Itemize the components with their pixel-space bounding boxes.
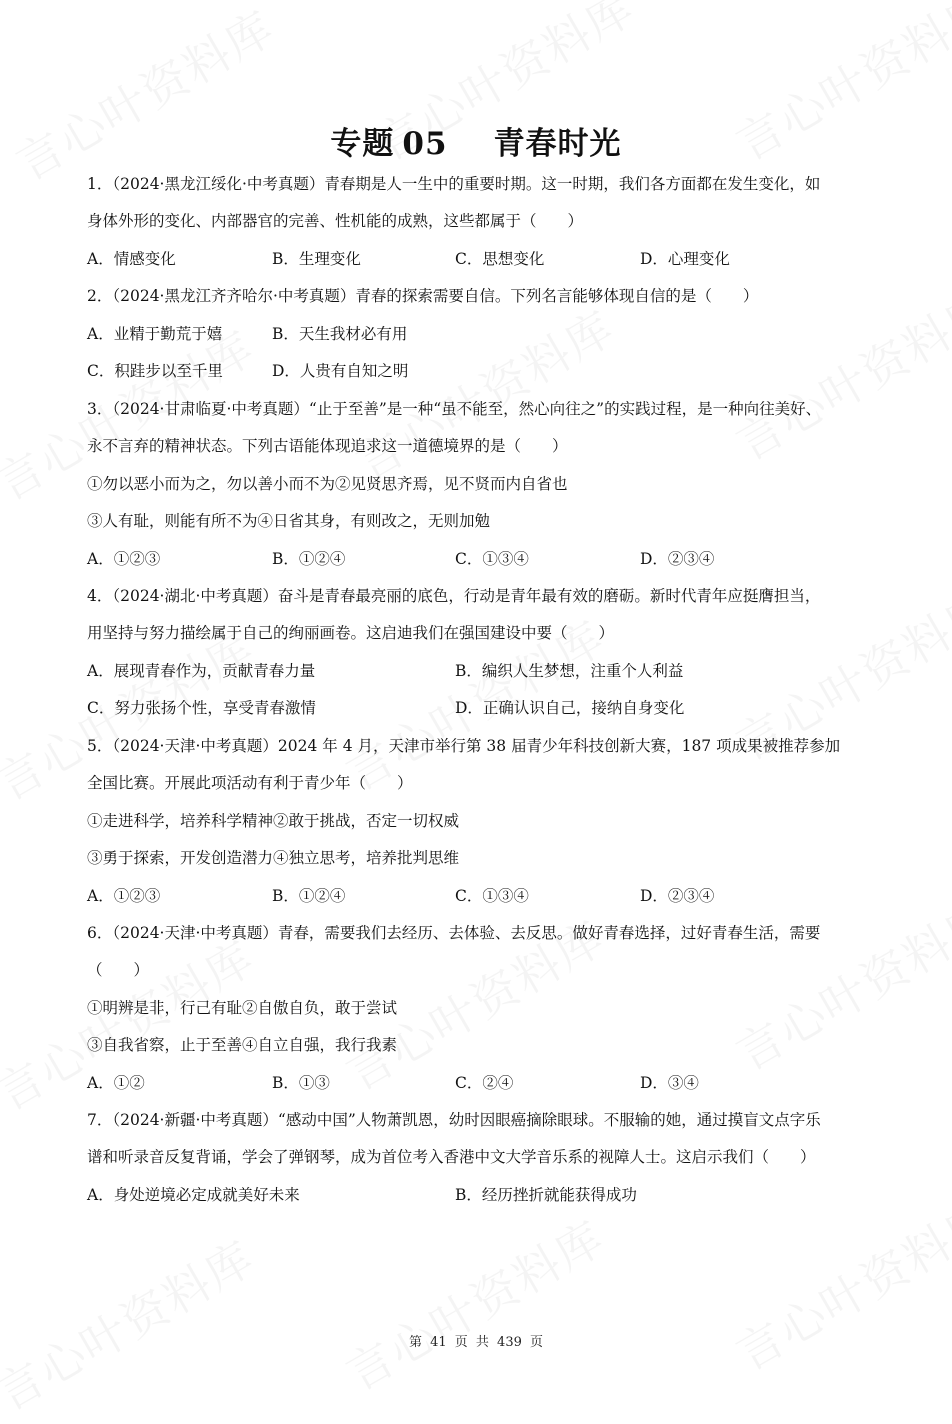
title-number: 05	[402, 126, 448, 162]
title-prefix: 专题	[330, 126, 395, 162]
watermark	[0, 922, 265, 1123]
question-text: 2．（2024·黑龙江齐齐哈尔·中考真题）青春的探索需要自信。下列名言能够体现自信的是（ ）	[87, 287, 759, 305]
statement-line: ①走进科学，培养科学精神②敢于挑战，否定一切权威	[87, 812, 460, 830]
question-text: 永不言弃的精神状态。下列古语能体现追求这一道德境界的是（ ）	[87, 437, 568, 455]
watermark	[723, 882, 952, 1083]
title-topic: 青春时光	[493, 126, 622, 162]
question-text: 谱和听录音反复背诵，学会了弹钢琴，成为首位考入香港中文大学音乐系的视障人士。这启示我们（ ）	[87, 1148, 816, 1166]
option-c: C．①③④	[455, 550, 529, 568]
option-c: C．思想变化	[455, 250, 545, 268]
question-text: 全国比赛。开展此项活动有利于青少年（ ）	[87, 774, 413, 792]
statement-line: ①勿以恶小而为之，勿以善小而不为②见贤思齐焉，见不贤而内自省也	[87, 475, 568, 493]
question-text: 5．（2024·天津·中考真题）2024 年 4 月，天津市举行第 38 届青少年科技创新大赛，187 项成果被推荐参加	[87, 737, 841, 755]
watermark	[723, 1182, 952, 1383]
option-b: B．①②④	[272, 550, 346, 568]
option-c: C．②④	[455, 1074, 514, 1092]
option-d: D．②③④	[640, 550, 715, 568]
statement-line: ①明辨是非，行己有耻②自傲自负，敢于尝试	[87, 999, 398, 1017]
option-c: C．①③④	[455, 887, 529, 905]
option-b: B．天生我材必有用	[272, 325, 408, 343]
question-text: 身体外形的变化、内部器官的完善、性机能的成熟，这些都属于（ ）	[87, 212, 584, 230]
option-a: A．展现青春作为，贡献青春力量	[87, 662, 316, 680]
option-a: A．①②	[87, 1074, 145, 1092]
question-text: 1．（2024·黑龙江绥化·中考真题）青春期是人一生中的重要时期。这一时期，我们各方面都在发生变化，如	[87, 175, 821, 193]
option-c: C．努力张扬个性，享受青春激情	[87, 699, 316, 717]
question-text: 6．（2024·天津·中考真题）青春，需要我们去经历、去体验、去反思。做好青春选择，过好青春生活，需要	[87, 924, 821, 942]
statement-line: ③自我省察，止于至善④自立自强，我行我素	[87, 1036, 398, 1054]
watermark	[333, 1202, 615, 1403]
option-b: B．①②④	[272, 887, 346, 905]
option-b: B．经历挫折就能获得成功	[455, 1186, 637, 1204]
watermark	[3, 0, 285, 194]
option-a: A．①②③	[87, 887, 161, 905]
option-b: B．①③	[272, 1074, 330, 1092]
question-text: 3．（2024·甘肃临夏·中考真题）“止于至善”是一种“虽不能至，然心向往之”的实践过程，是一种向往美好、	[87, 400, 822, 418]
question-text: （ ）	[87, 961, 150, 979]
option-d: D．③④	[640, 1074, 699, 1092]
watermark	[0, 1222, 265, 1423]
page-footer: 第 41 页 共 439 页	[408, 1335, 544, 1350]
statement-line: ③勇于探索，开发创造潜力④独立思考，培养批判思维	[87, 849, 460, 867]
statement-line: ③人有耻，则能有所不为④日省其身，有则改之，无则加勉	[87, 512, 491, 530]
option-a: A．情感变化	[87, 250, 176, 268]
question-text: 4．（2024·湖北·中考真题）奋斗是青春最亮丽的底色，行动是青年最有效的磨砺。新时代青年应挺膺担当，	[87, 587, 821, 605]
question-text: 7．（2024·新疆·中考真题）“感动中国”人物萧凯恩，幼时因眼癌摘除眼球。不服输的她，通过摸盲文点字乐	[87, 1111, 821, 1129]
watermark	[343, 292, 625, 493]
option-c: C．积跬步以至千里	[87, 362, 223, 380]
option-b: B．编织人生梦想，注重个人利益	[455, 662, 684, 680]
option-a: A．业精于勤荒于嬉	[87, 325, 223, 343]
option-a: A．身处逆境必定成就美好未来	[87, 1186, 300, 1204]
question-text: 用坚持与努力描绘属于自己的绚丽画卷。这启迪我们在强国建设中要（ ）	[87, 624, 615, 642]
option-a: A．①②③	[87, 550, 161, 568]
option-d: D．心理变化	[640, 250, 730, 268]
option-b: B．生理变化	[272, 250, 361, 268]
option-d: D．②③④	[640, 887, 715, 905]
option-d: D．人贵有自知之明	[272, 362, 409, 380]
page-title	[0, 118, 952, 163]
option-d: D．正确认识自己，接纳自身变化	[455, 699, 685, 717]
